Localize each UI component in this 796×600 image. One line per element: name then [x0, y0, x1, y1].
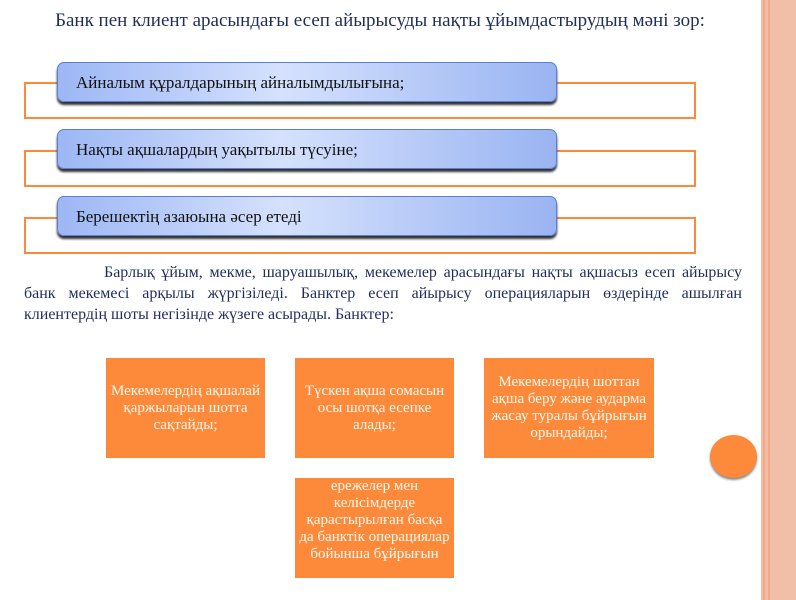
info-box-text: ережелер мен келісімдерде қарастырылған басқа да банктік операциялар бойынша бұйрығын	[299, 478, 450, 562]
info-box-text: Мекемелердің ақшалай қаржыларын шотта сақтайды;	[111, 382, 260, 433]
band-line	[763, 0, 765, 600]
list-item: Айналым құралдарының айналымдылығына;	[57, 62, 557, 102]
info-box	[295, 358, 454, 458]
info-box	[484, 358, 654, 458]
decorative-circle	[710, 435, 757, 478]
list-item: Берешектің азаюына әсер етеді	[57, 196, 557, 236]
band-line	[768, 0, 770, 600]
info-box-text: Мекемелердің шоттан ақша беру және аударма жасау туралы бұйрығын орындайды;	[491, 374, 647, 441]
info-box	[295, 478, 454, 578]
info-box	[106, 358, 265, 458]
list-item: Нақты ақшалардың уақытылы түсуіне;	[57, 129, 557, 169]
body-paragraph: Барлық ұйым, мекме, шаруашылық, мекемелер арасындағы нақты ақшасыз есеп айырысу банк мекемесі арқылы жүргізіледі. Банктер есеп айырысу операцияларын өздерінде ашылған клиентердің шоты негізінде жүзеге асырады. Банктер:	[24, 264, 742, 323]
info-box-text: Түскен ақша сомасын осы шотқа есепке алады;	[304, 382, 445, 433]
slide-title: Банк пен клиент арасындағы есеп айырысуды нақты ұйымдастырудың мәні зор:	[55, 10, 705, 31]
side-band	[761, 0, 796, 600]
